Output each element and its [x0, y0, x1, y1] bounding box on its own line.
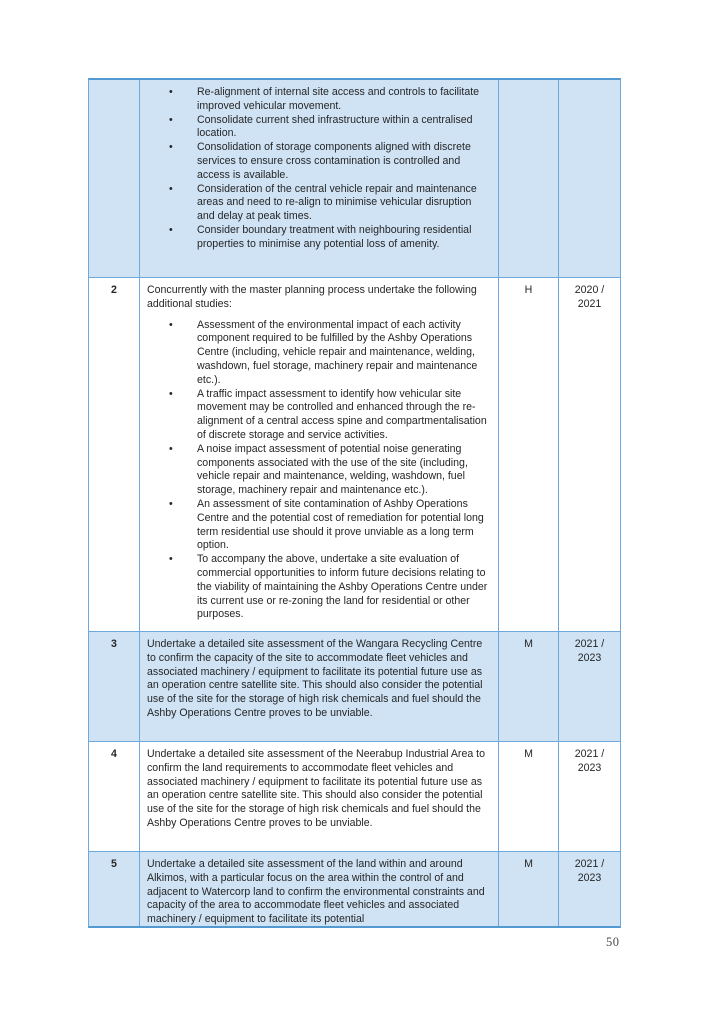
action-intro: Concurrently with the master planning process undertake the following additional studies:	[147, 284, 477, 310]
cell-action-text	[140, 632, 499, 741]
bullet-text: • Consolidation of storage components aligned with discrete services to ensure cross contamination is controlled and access is available.	[197, 141, 471, 181]
cell-priority	[499, 278, 559, 631]
bullet-item	[147, 114, 491, 142]
bullet-text: • Re-alignment of internal site access and controls to facilitate improved vehicular movement.	[197, 86, 480, 112]
cell-action-text	[140, 852, 499, 926]
priority-value: M	[524, 638, 533, 650]
bullet-list	[147, 86, 491, 252]
bullet-text: • A traffic impact assessment to identify how vehicular site movement may be controlled and enhanced through the re-alignment of a central access spine and compartmentalisation of discrete storage and service activities.	[197, 387, 487, 441]
cell-priority	[499, 742, 559, 851]
bullet-text: • To accompany the above, undertake a site evaluation of commercial opportunities to inform future decisions relating to the viability of maintaining the Ashby Operations Centre under its current use or re-zoning the land for residential or other purposes.	[197, 553, 488, 621]
page-number: 50	[606, 935, 620, 949]
cell-action-text	[140, 80, 499, 277]
cell-timeframe	[559, 80, 620, 277]
bullet-item	[147, 498, 491, 553]
table-row	[89, 632, 620, 742]
bullet-item	[147, 86, 491, 114]
cell-priority	[499, 852, 559, 926]
bullet-text: • Consolidate current shed infrastructure within a centralised location.	[197, 113, 473, 140]
bullet-text: • An assessment of site contamination of Ashby Operations Centre and the potential cost of remediation for potential long term residential use should it prove unviable as a long term option.	[197, 497, 484, 552]
item-number: 5	[111, 858, 117, 870]
item-number: 2	[111, 284, 117, 296]
cell-timeframe	[559, 852, 620, 926]
priority-value: H	[524, 284, 533, 296]
cell-priority	[499, 80, 559, 277]
item-number: 3	[111, 638, 117, 650]
table-row	[89, 742, 620, 852]
bullet-item	[147, 319, 491, 388]
bullet-item	[147, 553, 491, 622]
bullet-item	[147, 224, 491, 252]
timeframe-value: 2021 / 2023	[574, 748, 605, 774]
action-text: Undertake a detailed site assessment of the Neerabup Industrial Area to confirm the land requirements to accommodate fleet vehicles and associated machinery / equipment to facilitate its potential future use as an operation centre satellite site. This should also consider the potential use of the site for the storage of high risk chemicals and fuel should the Ashby Operations Centre proves to be unviable.	[147, 748, 486, 829]
table-row	[89, 852, 620, 926]
cell-priority	[499, 632, 559, 741]
timeframe-value: 2021 / 2023	[574, 858, 605, 884]
bullet-item	[147, 388, 491, 443]
bullet-item	[147, 141, 491, 182]
cell-item-number	[89, 632, 140, 741]
cell-item-number	[89, 852, 140, 926]
bullet-item	[147, 183, 491, 224]
cell-action-text	[140, 742, 499, 851]
bullet-text: • Consideration of the central vehicle repair and maintenance areas and need to re-align to minimise vehicular disruption and delay at peak times.	[197, 182, 477, 223]
cell-timeframe	[559, 742, 620, 851]
bullet-text: • Consider boundary treatment with neighbouring residential properties to minimise any potential loss of amenity.	[197, 223, 472, 250]
bullet-list	[147, 319, 491, 623]
cell-item-number	[89, 742, 140, 851]
cell-item-number	[89, 80, 140, 277]
action-text: Undertake a detailed site assessment of the land within and around Alkimos, with a particular focus on the area within the control of and adjacent to Watercorp land to confirm the environmental constraints and capacity of the area to accommodate fleet vehicles and associated machinery / equipment to facilitate its potential	[147, 858, 485, 926]
timeframe-value: 2021 / 2023	[574, 638, 605, 664]
cell-timeframe	[559, 632, 620, 741]
table-row	[89, 80, 620, 278]
priority-value: M	[524, 748, 533, 760]
priority-value: M	[524, 858, 533, 870]
action-plan-table	[88, 78, 621, 928]
bullet-text: • A noise impact assessment of potential noise generating components associated with the use of the site (including, vehicle repair and maintenance, welding, washdown, fuel storage, machinery repair and maintenance etc.).	[197, 442, 468, 497]
cell-timeframe	[559, 278, 620, 631]
bullet-item	[147, 443, 491, 498]
cell-item-number	[89, 278, 140, 631]
item-number: 4	[111, 748, 117, 760]
action-text: Undertake a detailed site assessment of the Wangara Recycling Centre to confirm the capacity of the site to accommodate fleet vehicles and associated machinery / equipment to facilitate its potential future use as an operation centre satellite site. This should also consider the potential use of the site for the storage of high risk chemicals and fuel should the Ashby Operations Centre proves to be unviable.	[147, 638, 483, 719]
table-row	[89, 278, 620, 632]
bullet-text: • Assessment of the environmental impact of each activity component required to be fulfilled by the Ashby Operations Centre (including, vehicle repair and maintenance, welding, washdown, fuel storage, machinery repair and maintenance etc.).	[197, 318, 478, 386]
timeframe-value: 2020 / 2021	[574, 284, 605, 310]
cell-action-text	[140, 278, 499, 631]
